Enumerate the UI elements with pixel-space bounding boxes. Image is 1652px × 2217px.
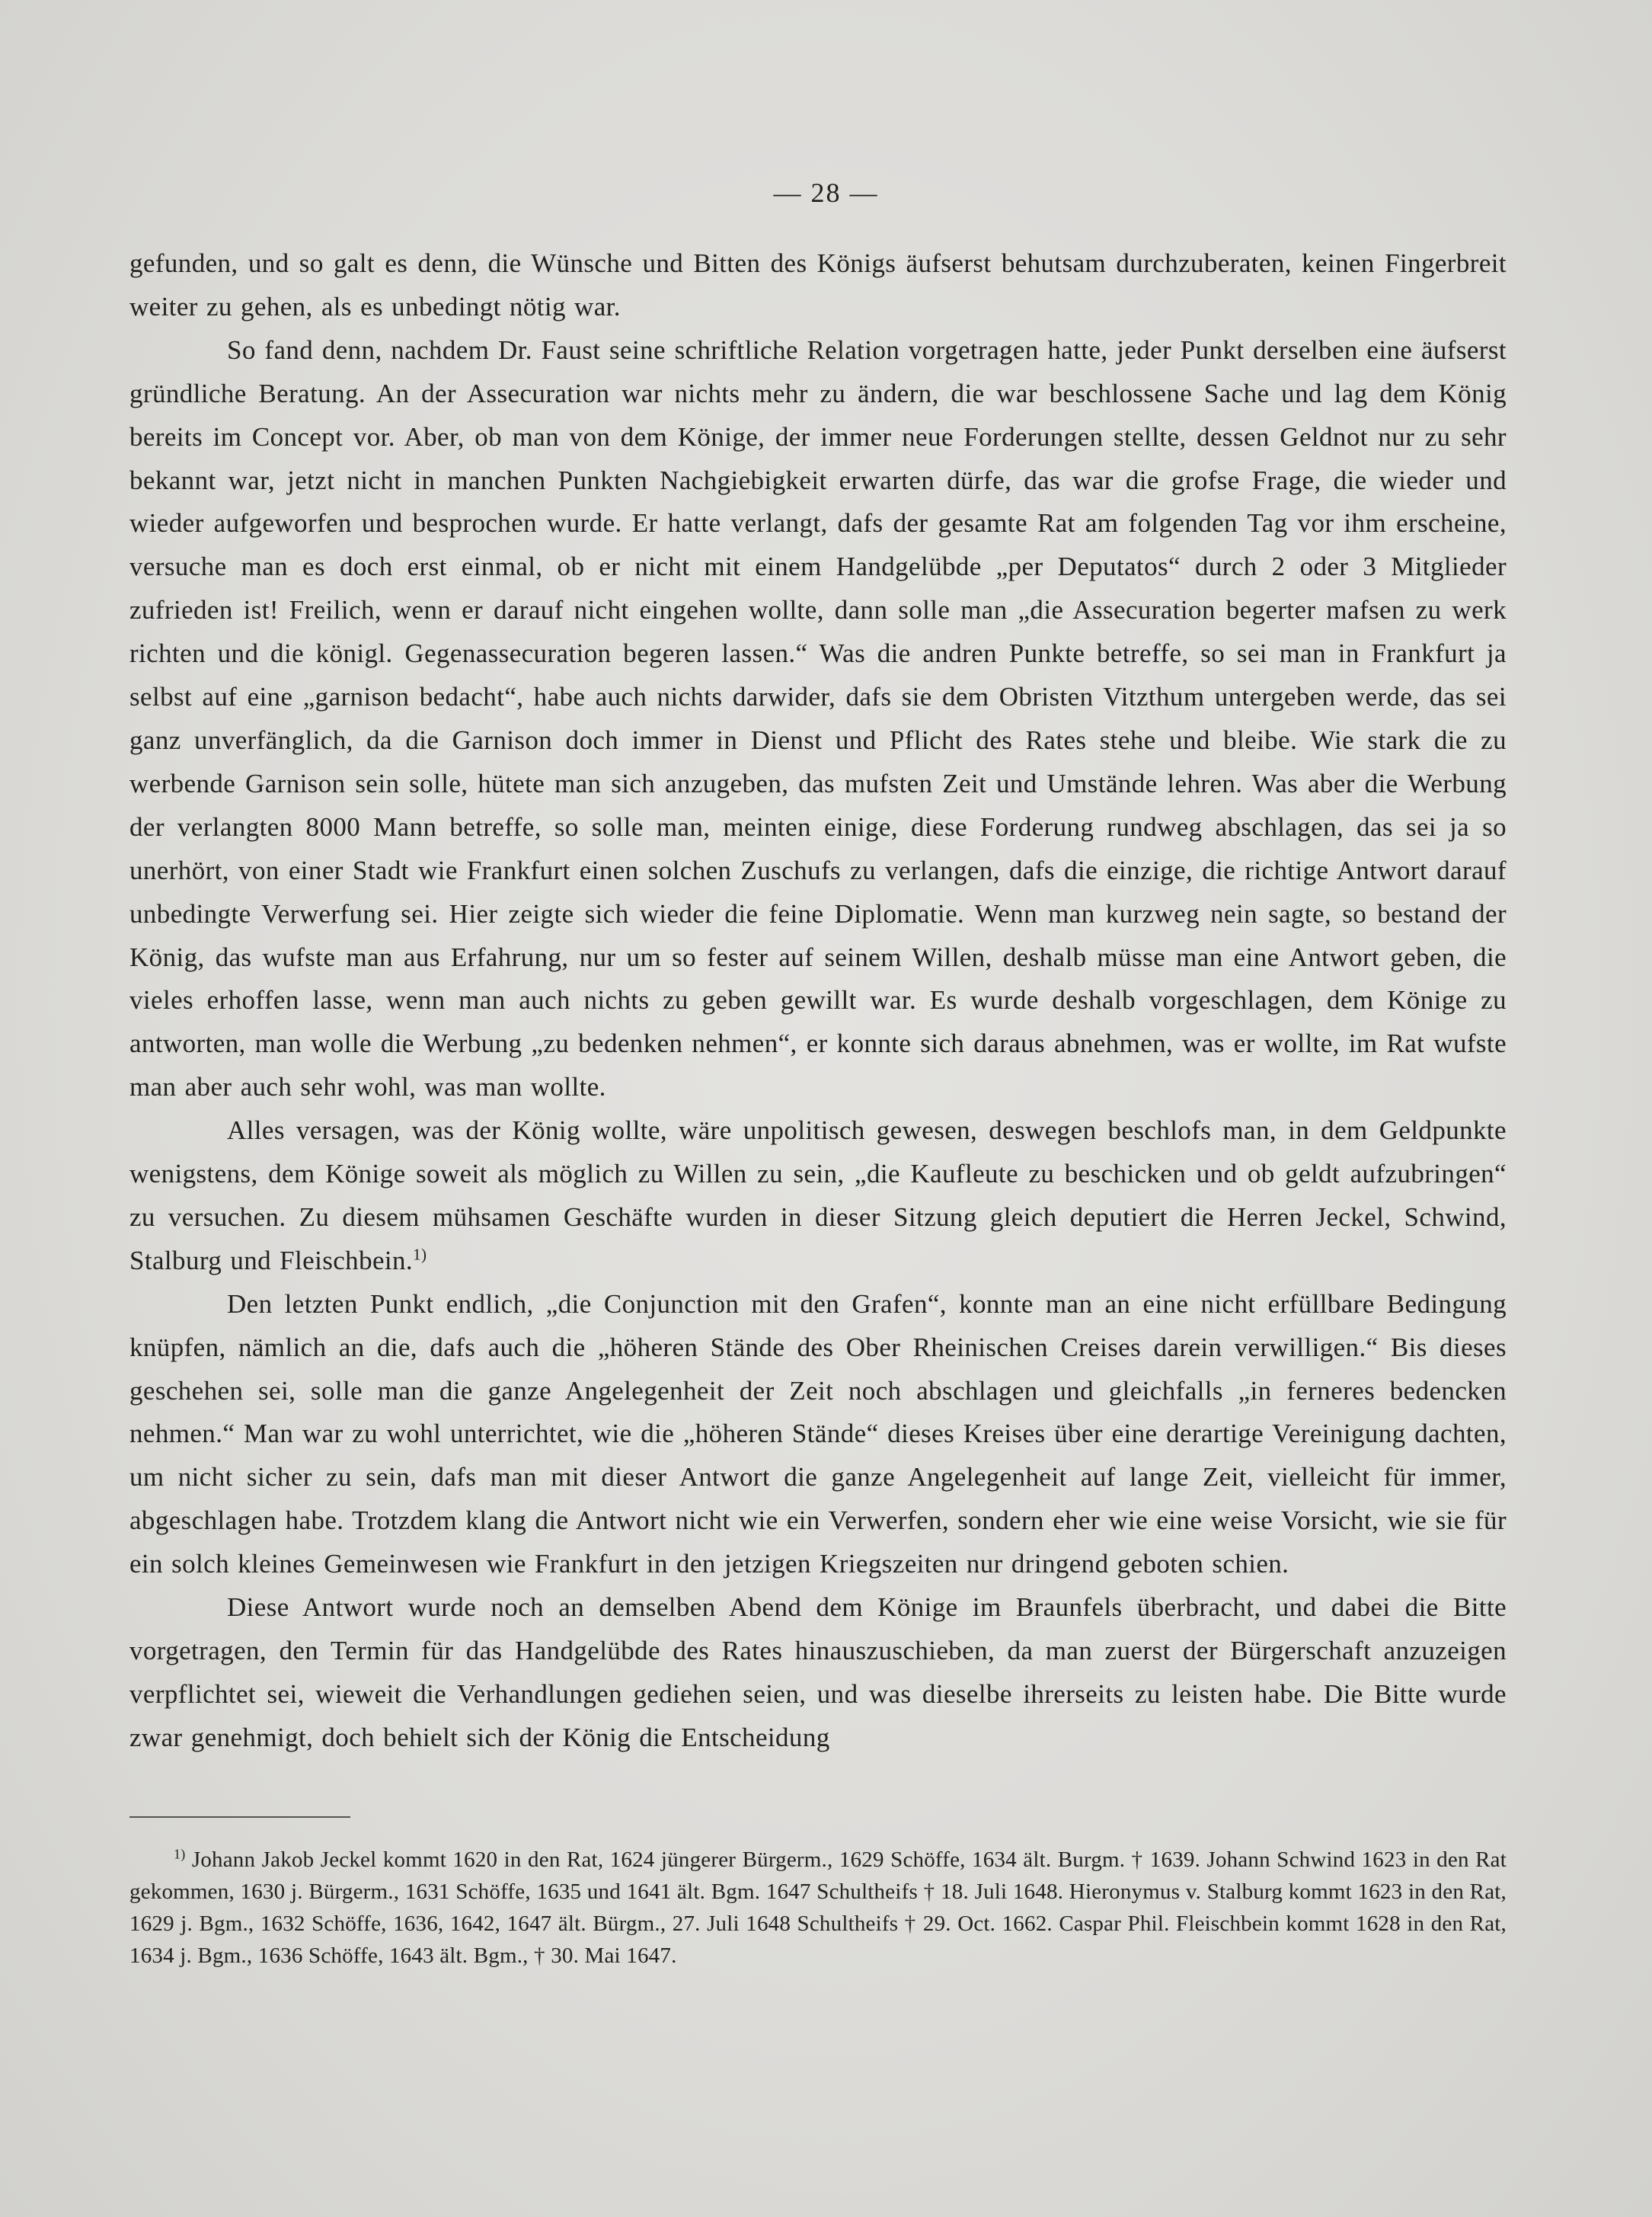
main-text: [129, 242, 1507, 1760]
paragraph-3-text: Alles versagen, was der König wollte, wäre unpolitisch gewesen, deswegen beschlofs man, in dem Geldpunkte wenigstens, dem Könige soweit als möglich zu Willen zu sein, „die Kaufleute zu beschicken und ob geldt aufzubringen“ zu versuchen. Zu diesem mühsamen Geschäfte wurden in dieser Sitzung gleich deputiert die Herren Jeckel, Schwind, Stalburg und Fleischbein.: [129, 1115, 1507, 1275]
footnote-text: Johann Jakob Jeckel kommt 1620 in den Rat, 1624 jüngerer Bürgerm., 1629 Schöffe, 1634 ält. Burgm. † 1639. Johann Schwind 1623 in den Rat gekommen, 1630 j. Bürgerm., 1631 Schöffe, 1635 und 1641 ält. Bgm. 1647 Schultheifs † 18. Juli 1648. Hieronymus v. Stalburg kommt 1623 in den Rat, 1629 j. Bgm., 1632 Schöffe, 1636, 1642, 1647 ält. Bürgm., 27. Juli 1648 Schultheifs † 29. Oct. 1662. Caspar Phil. Fleischbein kommt 1628 in den Rat, 1634 j. Bgm., 1636 Schöffe, 1643 ält. Bgm., † 30. Mai 1647.: [129, 1848, 1507, 1968]
footnote-separator: [129, 1816, 350, 1818]
paragraph-1: gefunden, und so galt es denn, die Wünsche und Bitten des Königs äufserst behutsam durchzuberaten, keinen Fingerbreit weiter zu gehen, als es unbedingt nötig war.: [129, 248, 1507, 322]
paragraph-2: So fand denn, nachdem Dr. Faust seine schriftliche Relation vorgetragen hatte, jeder Punkt derselben eine äufserst gründliche Beratung. An der Assecuration war nichts mehr zu ändern, die war beschlossene Sache und lag dem König bereits im Concept vor. Aber, ob man von dem Könige, der immer neue Forderungen stellte, dessen Geldnot nur zu sehr bekannt war, jetzt nicht in manchen Punkten Nachgiebigkeit erwarten dürfe, das war die grofse Frage, die wieder und wieder aufgeworfen und besprochen wurde. Er hatte verlangt, dafs der gesamte Rat am folgenden Tag vor ihm erscheine, versuche man es doch erst einmal, ob er nicht mit einem Handgelübde „per Deputatos“ durch 2 oder 3 Mitglieder zufrieden ist! Freilich, wenn er darauf nicht eingehen wollte, dann solle man „die Assecuration begerter mafsen zu werk richten und die königl. Gegenassecuration begeren lassen.“ Was die andren Punkte betreffe, so sei man in Frankfurt ja selbst auf eine „garnison bedacht“, habe auch nichts darwider, dafs sie dem Obristen Vitzthum untergeben werde, das sei ganz unverfänglich, da die Garnison doch immer in Dienst und Pflicht des Rates stehe und bleibe. Wie stark die zu werbende Garnison sein solle, hütete man sich anzugeben, das mufsten Zeit und Umstände lehren. Was aber die Werbung der verlangten 8000 Mann betreffe, so solle man, meinten einige, diese Forderung rundweg abschlagen, das sei ja so unerhört, von einer Stadt wie Frankfurt einen solchen Zuschufs zu verlangen, dafs die einzige, die richtige Antwort darauf unbedingte Verwerfung sei. Hier zeigte sich wieder die feine Diplomatie. Wenn man kurzweg nein sagte, so bestand der König, das wufste man aus Erfahrung, nur um so fester auf seinem Willen, deshalb müsse man eine Antwort geben, die vieles erhoffen lasse, wenn man auch nichts zu geben gewillt war. Es wurde deshalb vorgeschlagen, dem Könige zu antworten, man wolle die Werbung „zu bedenken nehmen“, er konnte sich daraus abnehmen, was er wollte, im Rat wufste man aber auch sehr wohl, was man wollte.: [129, 334, 1507, 1102]
page-number: — 28 —: [773, 178, 879, 208]
footnote: [129, 1844, 1507, 1972]
paragraph-4: Den letzten Punkt endlich, „die Conjunction mit den Grafen“, konnte man an eine nicht erfüllbare Bedingung knüpfen, nämlich an die, dafs auch die „höheren Stände des Ober Rheinischen Creises darein verwilligen.“ Bis dieses geschehen sei, solle man die ganze Angelegenheit der Zeit noch abschlagen und gleichfalls „in ferneres bedencken nehmen.“ Man war zu wohl unterrichtet, wie die „höheren Stände“ dieses Kreises über eine derartige Vereinigung dachten, um nicht sicher zu sein, dafs man mit dieser Antwort die ganze Angelegenheit auf lange Zeit, vielleicht für immer, abgeschlagen habe. Trotzdem klang die Antwort nicht wie ein Verwerfen, sondern eher wie eine weise Vorsicht, wie sie für ein solch kleines Gemeinwesen wie Frankfurt in den jetzigen Kriegszeiten nur dringend geboten schien.: [129, 1288, 1507, 1579]
footnote-reference[interactable]: 1): [413, 1245, 427, 1264]
footnote-mark: 1): [174, 1846, 186, 1862]
paragraph-5: Diese Antwort wurde noch an demselben Abend dem Könige im Braunfels überbracht, und dabei die Bitte vorgetragen, den Termin für das Handgelübde des Rates hinauszuschieben, da man zuerst der Bürgerschaft anzuzeigen verpflichtet sei, wieweit die Verhandlungen gediehen seien, und was dieselbe ihrerseits zu leisten habe. Die Bitte wurde zwar genehmigt, doch behielt sich der König die Entscheidung: [129, 1592, 1507, 1752]
paragraph-3: [129, 1109, 1507, 1283]
